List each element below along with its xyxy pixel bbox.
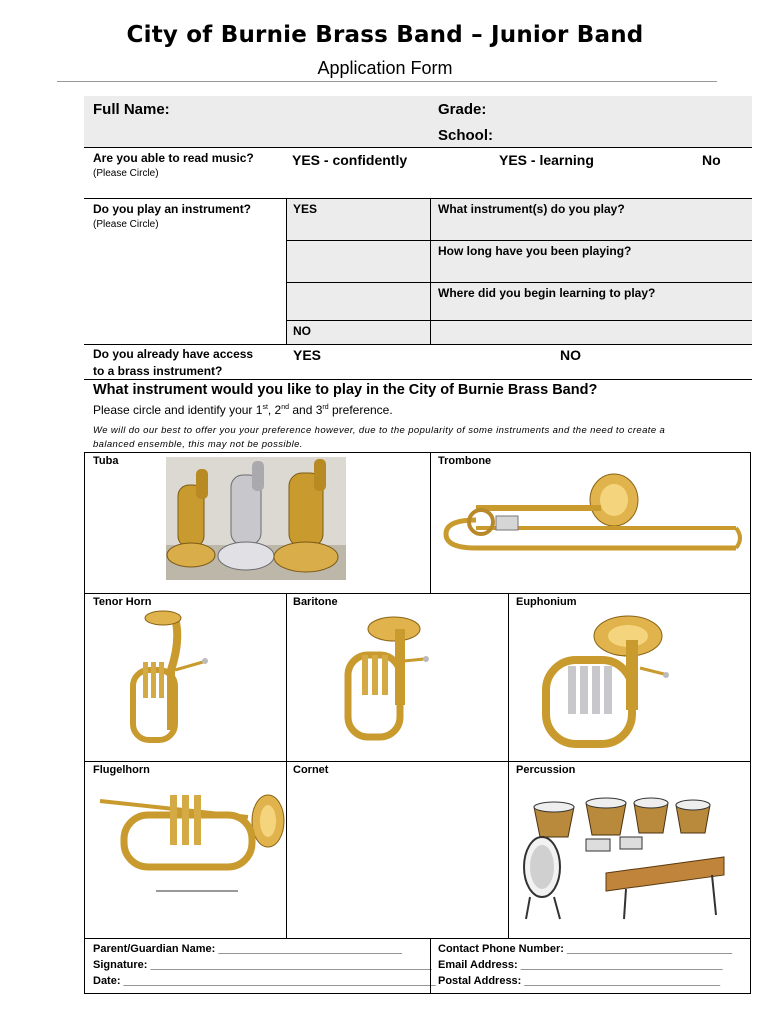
parent-name-field[interactable]: Parent/Guardian Name: ______________________________ [93, 943, 402, 955]
read-music-option-yes-learning[interactable]: YES - learning [499, 152, 594, 168]
row-divider [84, 379, 752, 380]
read-music-question: Are you able to read music? [93, 151, 254, 165]
instrument-tenor-horn-label: Tenor Horn [93, 596, 152, 608]
instruction-sup: st [262, 404, 268, 411]
postal-address-field[interactable]: Postal Address: ________________________________ [438, 975, 721, 987]
school-label: School: [438, 127, 493, 144]
access-question-line1: Do you already have access [93, 347, 254, 361]
grid-line [286, 199, 287, 344]
flugelhorn-image [98, 787, 288, 897]
instrument-cell-cornet[interactable] [287, 762, 507, 938]
what-instrument-field[interactable] [432, 218, 750, 238]
how-long-question: How long have you been playing? [438, 244, 632, 258]
instrument-trombone-label: Trombone [438, 455, 492, 467]
preference-instruction [93, 403, 393, 417]
instruction-text: and 3 [289, 403, 323, 417]
play-instrument-question: Do you play an instrument? [93, 202, 252, 216]
play-instrument-hint: (Please Circle) [93, 219, 159, 230]
full-name-field[interactable] [190, 98, 425, 120]
how-long-field[interactable] [432, 260, 750, 280]
instruction-text: , 2 [267, 403, 282, 417]
row-divider [84, 147, 752, 148]
preference-note-line2: balanced ensemble, this may not be possible. [93, 439, 303, 450]
title-divider [57, 81, 717, 82]
grid-line [286, 320, 752, 321]
instruction-text: preference. [328, 403, 393, 417]
read-music-hint: (Please Circle) [93, 168, 159, 179]
form-title: City of Burnie Brass Band – Junior Band [126, 22, 644, 48]
grade-label: Grade: [438, 101, 487, 118]
percussion-image [516, 793, 731, 925]
what-instrument-question: What instrument(s) do you play? [438, 202, 625, 216]
grid-line [286, 240, 752, 241]
play-instrument-yes[interactable]: YES [293, 202, 318, 216]
contact-phone-field[interactable]: Contact Phone Number: ___________________________ [438, 943, 733, 955]
baritone-image [340, 615, 432, 747]
date-field[interactable]: Date: ___________________________________________________ [93, 975, 436, 987]
euphonium-image [540, 610, 680, 750]
where-learned-question: Where did you begin learning to play? [438, 286, 656, 300]
access-yes[interactable]: YES [293, 347, 322, 363]
where-learned-field[interactable] [432, 302, 750, 319]
instrument-flugelhorn-label: Flugelhorn [93, 764, 150, 776]
instruction-text: Please circle and identify your 1 [93, 403, 263, 417]
instruction-sup: rd [322, 404, 329, 411]
preference-heading: What instrument would you like to play in the City of Burnie Brass Band? [93, 382, 598, 398]
trombone-image [436, 470, 748, 570]
play-instrument-no[interactable]: NO [293, 324, 311, 338]
signature-field[interactable]: Signature: ______________________________________________ [93, 959, 432, 971]
instruction-sup: nd [281, 404, 290, 411]
instrument-cornet-label: Cornet [293, 764, 329, 776]
form-subtitle: Application Form [317, 58, 453, 78]
read-music-option-yes-confidently[interactable]: YES - confidently [292, 152, 408, 168]
school-field[interactable] [505, 124, 745, 146]
grid-line [286, 282, 752, 283]
instrument-tuba-label: Tuba [93, 455, 119, 467]
instrument-baritone-label: Baritone [293, 596, 338, 608]
instrument-percussion-label: Percussion [516, 764, 576, 776]
read-music-option-no[interactable]: No [702, 152, 721, 168]
grid-line [430, 199, 431, 344]
grade-field[interactable] [500, 98, 745, 120]
access-no[interactable]: NO [560, 347, 581, 363]
preference-note-line1: We will do our best to offer you your preference however, due to the popularity of some instruments and the need to create a [93, 425, 666, 436]
tuba-image [166, 457, 346, 580]
row-divider [84, 344, 752, 345]
email-address-field[interactable]: Email Address: _________________________________ [438, 959, 723, 971]
full-name-label: Full Name: [93, 101, 170, 118]
access-question-line2: to a brass instrument? [93, 364, 223, 378]
tenor-horn-image [123, 610, 213, 750]
instrument-euphonium-label: Euphonium [516, 596, 577, 608]
